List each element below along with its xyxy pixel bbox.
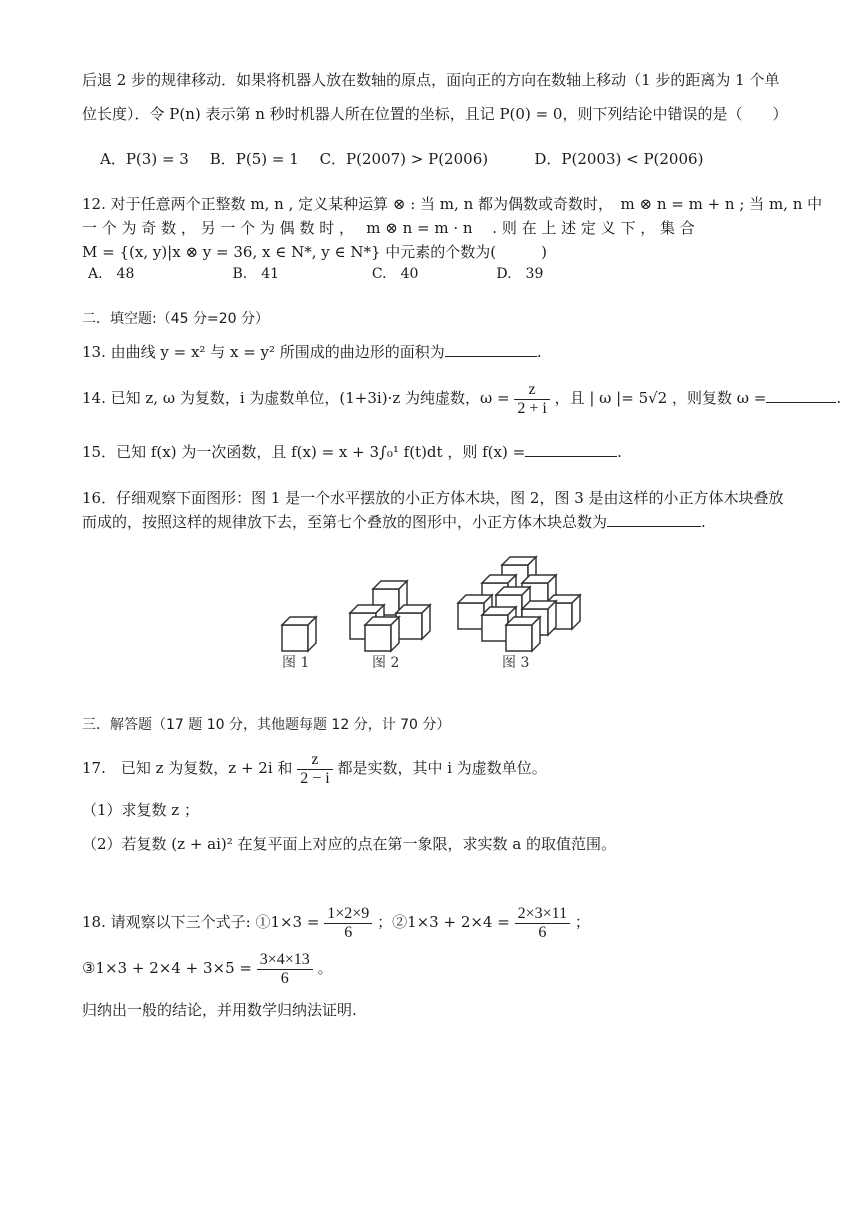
q11-option-c[interactable]: C．P(2007) > P(2006) (319, 150, 489, 168)
section-3-heading: 三．解答题（17 题 10 分，其他题每题 12 分，计 70 分） (82, 717, 451, 733)
figure-3-cubes (458, 557, 580, 651)
q14-frac-num: z (514, 381, 549, 400)
q17-stem (82, 748, 547, 788)
q18-line1 (82, 902, 590, 942)
q17-part2: （2）若复数 (z + ai)² 在复平面上对应的点在第一象限，求实数 a 的取值范围。 (82, 835, 617, 853)
q12-option-c[interactable]: C. 40 (371, 266, 419, 282)
q11-line2: 位长度）．令 P(n) 表示第 n 秒时机器人所在位置的坐标，且记 P(0) = 0，则下列结论中错误的是（ ） (82, 105, 788, 123)
q11-option-a[interactable]: A．P(3) = 3 (100, 150, 189, 168)
figure-3-label: 图 3 (502, 655, 530, 671)
q17-text-post: 都是实数，其中 i 为虚数单位。 (337, 759, 547, 777)
q12-line2: 一 个 为 奇 数 ， 另 一 个 为 偶 数 时 ， m ⊗ n = m · n . 则 在 上 述 定 义 下 ， 集 合 (82, 219, 695, 237)
q16-line2: 而成的，按照这样的规律放下去，至第七个叠放的图形中，小正方体木块总数为 (82, 513, 608, 531)
q11-line1: 后退 2 步的规律移动．如果将机器人放在数轴的原点，面向正的方向在数轴上移动（1 步的距离为 1 个单 (82, 71, 780, 89)
q18-text-end1: ； (574, 913, 590, 931)
q18-frac1-den: 6 (344, 923, 353, 941)
q12-option-a[interactable]: A. 48 (88, 266, 135, 282)
q18-text-end2: 。 (317, 959, 333, 977)
q18-frac3-num: 3×4×13 (257, 951, 313, 970)
q18-fraction-2 (515, 905, 570, 942)
q14-answer-blank[interactable] (766, 401, 836, 403)
q14-text-post: ，且 | ω |= 5√2 ，则复数 ω = (554, 389, 767, 407)
q14-omega-fraction (514, 381, 549, 418)
q18-frac2-den: 6 (538, 923, 547, 941)
figure-1-cubes (282, 617, 316, 651)
q18-frac2-num: 2×3×11 (515, 905, 570, 924)
q18-frac1-num: 1×2×9 (324, 905, 372, 924)
q11-option-d[interactable]: D．P(2003) < P(2006) (534, 150, 704, 168)
q18-frac3-den: 6 (280, 969, 289, 987)
q12-line1: 12. 对于任意两个正整数 m, n , 定义某种运算 ⊗ : 当 m, n 都为偶数或奇数时， m ⊗ n = m + n ; 当 m, n 中 (82, 195, 823, 213)
q12-option-d[interactable]: D. 39 (496, 266, 544, 282)
q13-text: 13. 由曲线 y = x² 与 x = y² 所围成的曲边形的面积为 (82, 343, 445, 361)
q17-text-pre: 17. 已知 z 为复数，z + 2i 和 (82, 759, 293, 777)
q18-fraction-1 (324, 905, 372, 942)
q12-line3: M = {(x, y)|x ⊗ y = 36, x ∈ N*, y ∈ N*} 中元素的个数为( ) (82, 243, 548, 261)
q13: 13. 由曲线 y = x² 与 x = y² 所围成的曲边形的面积为 . (82, 343, 542, 361)
q11-option-b[interactable]: B．P(5) = 1 (209, 150, 299, 168)
figure-2-cubes (350, 581, 430, 651)
q18-text-pre: 18. 请观察以下三个式子: ①1×3 = (82, 913, 320, 931)
q16-line2-wrap: 而成的，按照这样的规律放下去，至第七个叠放的图形中，小正方体木块总数为 . (82, 513, 706, 531)
q16-answer-blank[interactable] (607, 525, 701, 527)
q13-answer-blank[interactable] (445, 355, 537, 357)
q15: 15．已知 f(x) 为一次函数，且 f(x) = x + 3∫₀¹ f(t)dt ，则 f(x) = . (82, 443, 622, 461)
q17-fraction (297, 751, 332, 788)
q14: 14. 已知 z, ω 为复数，i 为虚数单位，(1+3i)·z 为纯虚数，ω = $\frac{z}{2 + i}$ ，且 | ω |= 5√2 ，则复数 ω = . (82, 380, 842, 417)
q17-frac-den: 2 − i (300, 769, 330, 787)
section-2-heading: 二．填空题:（45 分=20 分） (82, 311, 269, 327)
q15-answer-blank[interactable] (525, 455, 617, 457)
q18-fraction-3 (257, 951, 313, 988)
q15-text: 15．已知 f(x) 为一次函数，且 f(x) = x + 3∫₀¹ f(t)dt ，则 f(x) = (82, 443, 526, 461)
q14-frac-den: 2 + i (517, 399, 547, 417)
q14-text-pre: 14. 已知 z, ω 为复数，i 为虚数单位，(1+3i)·z 为纯虚数，ω = (82, 389, 510, 407)
q18-line2 (82, 948, 333, 988)
figure-1-label: 图 1 (282, 655, 310, 671)
q18-line3: 归纳出一般的结论，并用数学归纳法证明. (82, 1001, 357, 1019)
q17-part1: （1）求复数 z ； (82, 801, 199, 819)
q17-frac-num: z (297, 751, 332, 770)
q16-line1: 16．仔细观察下面图形：图 1 是一个水平摆放的小正方体木块，图 2，图 3 是由这样的小正方体木块叠放 (82, 489, 784, 507)
q12-option-b[interactable]: B. 41 (232, 266, 280, 282)
q18-line2-pre: ③1×3 + 2×4 + 3×5 = (82, 959, 252, 977)
figure-2-label: 图 2 (372, 655, 400, 671)
q12-options (88, 264, 543, 284)
q18-text-mid: ；②1×3 + 2×4 = (377, 913, 510, 931)
q11-options (100, 149, 703, 169)
stacked-cubes-figure (270, 545, 600, 675)
